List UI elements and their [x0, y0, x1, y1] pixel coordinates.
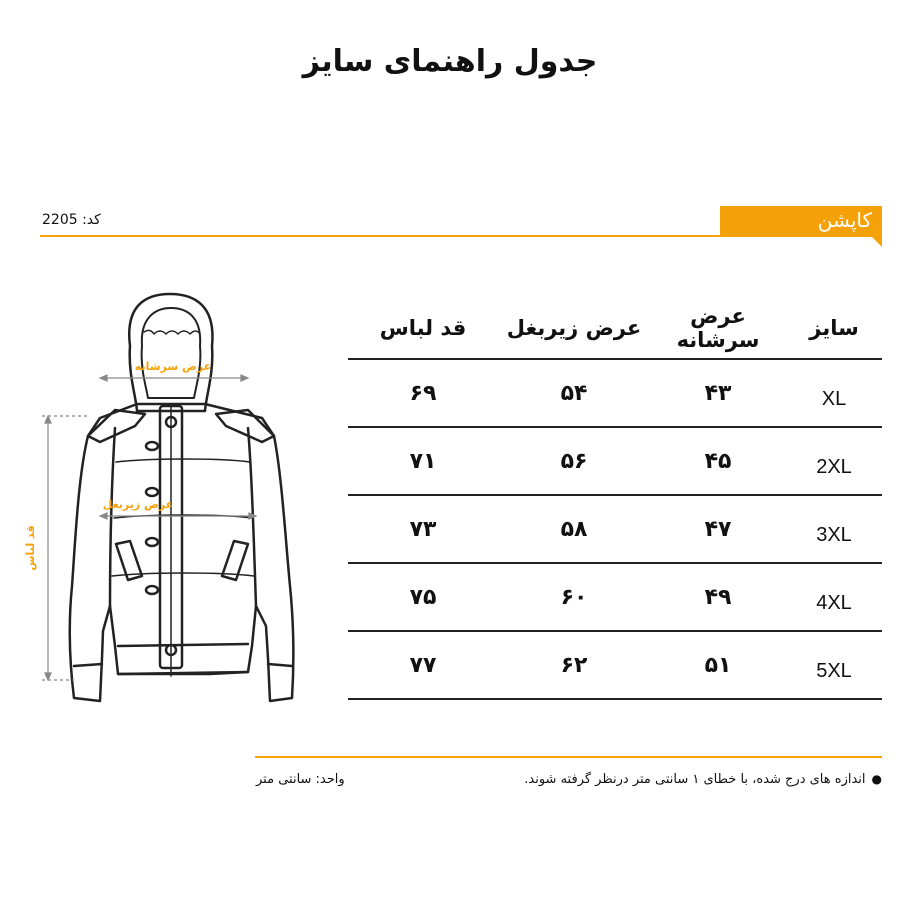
table-row: [348, 564, 882, 632]
product-code: کد: 2205: [42, 212, 101, 228]
header-shoulder: عرض سرشانه: [676, 304, 760, 352]
category-label: کاپشن: [817, 208, 872, 232]
cell-length: ۷۷: [409, 652, 437, 678]
header-size: سایز: [809, 316, 859, 340]
cell-size: 2XL: [816, 455, 852, 478]
cell-shoulder: ۴۵: [704, 448, 732, 474]
cell-shoulder: ۴۹: [704, 584, 732, 610]
note-text: اندازه های درج شده، با خطای ۱ سانتی متر درنظر گرفته شوند.: [524, 772, 866, 787]
shoulder-label: عرض سرشانه: [134, 360, 212, 373]
cell-length: ۶۹: [409, 380, 437, 406]
header-length: قد لباس: [379, 316, 467, 340]
cell-length: ۷۱: [409, 448, 437, 474]
unit-label: واحد: سانتی متر: [256, 772, 345, 787]
jacket-illustration: [20, 286, 310, 716]
cell-chest: ۵۶: [560, 448, 588, 474]
cell-size: 5XL: [816, 659, 852, 682]
cell-shoulder: ۴۷: [704, 516, 732, 542]
cell-size: XL: [821, 387, 847, 410]
cell-chest: ۵۸: [560, 516, 588, 542]
tolerance-note: [524, 772, 882, 787]
jacket-drawing: [20, 286, 310, 716]
page-title: جدول راهنمای سایز: [302, 44, 598, 79]
cell-chest: ۵۴: [560, 380, 588, 406]
table-row: [348, 360, 882, 428]
table-header: [348, 298, 882, 360]
size-table: [348, 298, 882, 700]
table-row: [348, 632, 882, 700]
category-tab: [720, 206, 882, 237]
footer-divider: [255, 756, 882, 758]
cell-chest: ۶۰: [560, 584, 588, 610]
chest-label: عرض زیربغل: [102, 498, 174, 511]
cell-size: 4XL: [816, 591, 852, 614]
cell-length: ۷۳: [409, 516, 437, 542]
header-divider: [40, 235, 882, 237]
cell-length: ۷۵: [409, 584, 437, 610]
cell-shoulder: ۴۳: [704, 380, 732, 406]
header-chest: عرض زیربغل: [506, 316, 642, 340]
length-label: قد لباس: [24, 525, 37, 571]
table-row: [348, 496, 882, 564]
cell-shoulder: ۵۱: [704, 652, 732, 678]
table-row: [348, 428, 882, 496]
cell-size: 3XL: [816, 523, 852, 546]
bullet-icon: ●: [871, 772, 882, 786]
cell-chest: ۶۲: [560, 652, 588, 678]
